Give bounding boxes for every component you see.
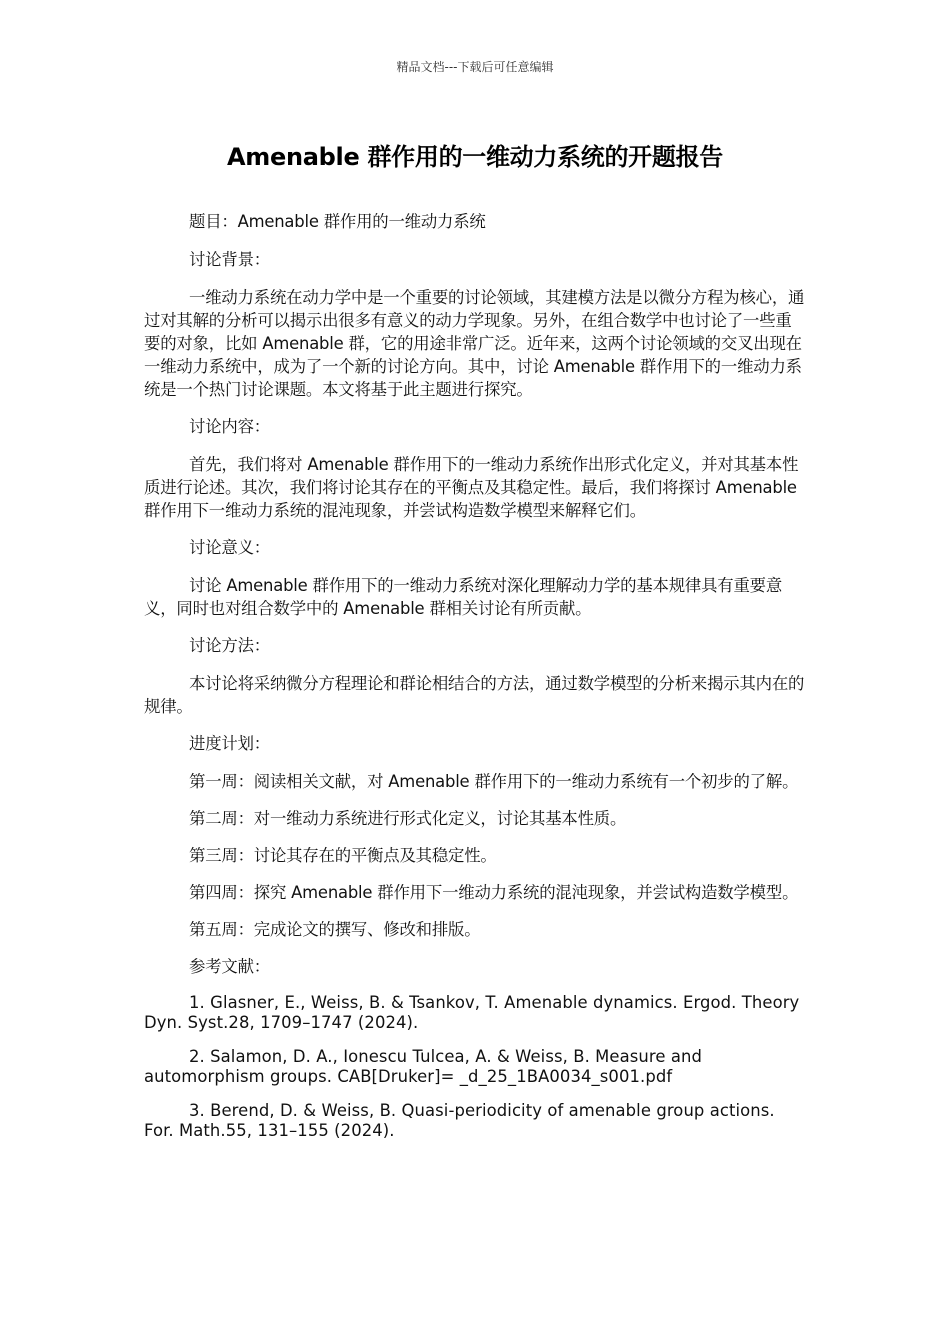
- content-label: 讨论内容：: [189, 417, 270, 436]
- content-paragraph: 首先，我们将对 Amenable 群作用下的一维动力系统作出形式化定义，并对其基本性质进行论述。其次，我们将讨论其存在的平衡点及其稳定性。最后，我们将探讨 Amenable 群作用下一维动力系统的混沌现象，并尝试构造数学模型来解释它们。: [144, 455, 799, 520]
- method-label: 讨论方法：: [189, 636, 270, 655]
- document-title: Amenable 群作用的一维动力系统的开题报告: [227, 143, 723, 171]
- document-body: [144, 210, 806, 1155]
- background-label: 讨论背景：: [189, 250, 270, 269]
- significance-paragraph: 讨论 Amenable 群作用下的一维动力系统对深化理解动力学的基本规律具有重要意义，同时也对组合数学中的 Amenable 群相关讨论有所贡献。: [144, 576, 783, 618]
- schedule-item-week2: 第二周：对一维动力系统进行形式化定义，讨论其基本性质。: [189, 809, 627, 828]
- method-paragraph: 本讨论将采纳微分方程理论和群论相结合的方法，通过数学模型的分析来揭示其内在的规律。: [144, 674, 805, 716]
- reference-item: 1. Glasner, E., Weiss, B. & Tsankov, T. Amenable dynamics. Ergod. Theory Dyn. Syst.28, 1709–1747 (2024).: [144, 993, 800, 1032]
- schedule-item-week5: 第五周：完成论文的撰写、修改和排版。: [189, 920, 481, 939]
- topic-line: 题目：Amenable 群作用的一维动力系统: [189, 212, 486, 231]
- reference-item: 3. Berend, D. & Weiss, B. Quasi-periodicity of amenable group actions. For. Math.55, 131–155 (2024).: [144, 1101, 775, 1140]
- background-paragraph: 一维动力系统在动力学中是一个重要的讨论领域，其建模方法是以微分方程为核心，通过对其解的分析可以揭示出很多有意义的动力学现象。另外，在组合数学中也讨论了一些重要的对象，比如 Amenable 群，它的用途非常广泛。近年来，这两个讨论领域的交叉出现在一维动力系统中，成为了一个新的讨论方向。其中，讨论 Amenable 群作用下的一维动力系统是一个热门讨论课题。本文将基于此主题进行探究。: [144, 288, 805, 399]
- schedule-item-week4: 第四周：探究 Amenable 群作用下一维动力系统的混沌现象，并尝试构造数学模型。: [189, 883, 799, 902]
- significance-label: 讨论意义：: [189, 538, 270, 557]
- page-header: 精品文档---下载后可任意编辑: [396, 60, 554, 74]
- schedule-item-week1: 第一周：阅读相关文献，对 Amenable 群作用下的一维动力系统有一个初步的了解。: [189, 772, 799, 791]
- references-label: 参考文献：: [189, 957, 270, 976]
- schedule-label: 进度计划：: [189, 734, 270, 753]
- schedule-item-week3: 第三周：讨论其存在的平衡点及其稳定性。: [189, 846, 497, 865]
- reference-item: 2. Salamon, D. A., Ionescu Tulcea, A. & Weiss, B. Measure and automorphism groups. CAB[Druker]= _d_25_1BA0034_s001.pdf: [144, 1047, 702, 1086]
